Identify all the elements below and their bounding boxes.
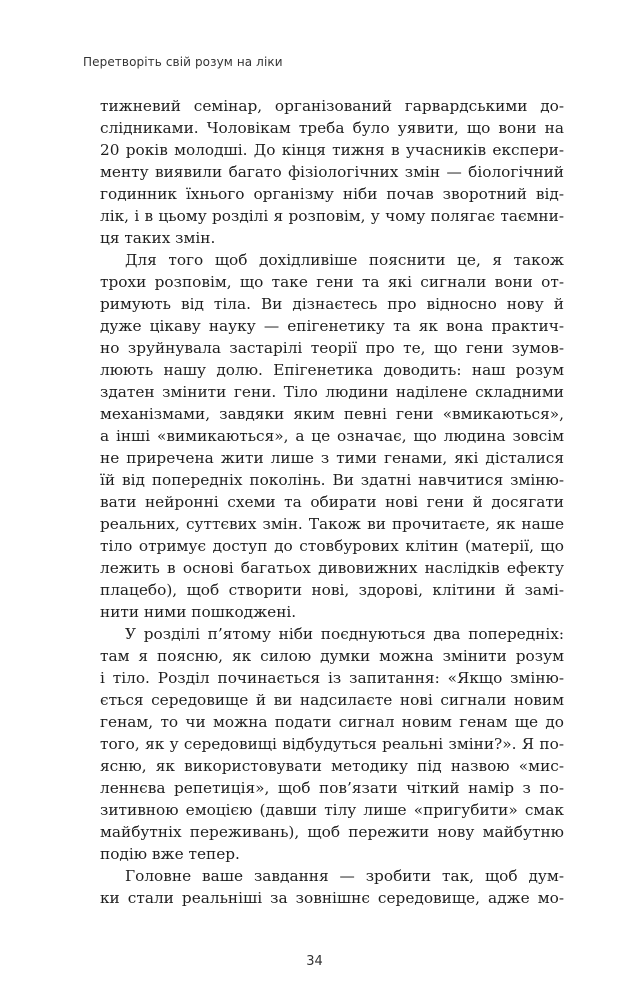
text-line: їй від попередніх поколінь. Ви здатні навчитися зміню- <box>100 471 564 489</box>
text-line: лік, і в цьому розділі я розповім, у чому полягає таємни- <box>100 207 564 225</box>
text-line: реальних, суттєвих змін. Також ви прочитаєте, як наше <box>100 515 564 533</box>
running-header-title: Перетворіть свій розум на ліки <box>83 55 283 69</box>
text-line: там я поясню, як силою думки можна змінити розум <box>100 647 564 665</box>
text-line: подію вже тепер. <box>100 845 240 863</box>
body-text <box>100 95 564 909</box>
text-line: годинник їхнього організму ніби почав зворотний від- <box>100 185 564 203</box>
text-line: зитивною емоцією (давши тілу лише «пригубити» смак <box>100 801 564 819</box>
text-line: майбутніх переживань), щоб пережити нову майбутню <box>100 823 564 841</box>
text-line: ця таких змін. <box>100 229 216 247</box>
text-line: вати нейронні схеми та обирати нові гени й досягати <box>100 493 564 511</box>
text-line: Для того щоб дохідливіше пояснити це, я також <box>125 251 564 269</box>
text-line: ється середовище й ви надсилаєте нові сигнали новим <box>100 691 564 709</box>
text-line: ки стали реальніші за зовнішнє середовище, адже мо- <box>100 889 564 907</box>
text-line: і тіло. Розділ починається із запитання: «Якщо зміню- <box>100 669 564 687</box>
text-line: Головне ваше завдання — зробити так, щоб дум- <box>125 867 564 885</box>
text-line: менту виявили багато фізіологічних змін — біологічний <box>100 163 564 181</box>
text-line: 20 років молодші. До кінця тижня в учасників експери- <box>100 141 564 159</box>
text-line: тіло отримує доступ до стовбурових клітин (матерії, що <box>100 537 564 555</box>
text-line: У розділі п’ятому ніби поєднуються два попередніх: <box>125 625 564 643</box>
text-line: плацебо), щоб створити нові, здорові, клітини й замі- <box>100 581 564 599</box>
text-line: здатен змінити гени. Тіло людини наділене складними <box>100 383 564 401</box>
text-line: генам, то чи можна подати сигнал новим генам ще до <box>100 713 564 731</box>
text-line: леннєва репетиція», щоб пов’язати чіткий намір з по- <box>100 779 564 797</box>
text-line: лежить в основі багатьох дивовижних наслідків ефекту <box>100 559 564 577</box>
text-line: а інші «вимикаються», а це означає, що людина зовсім <box>100 427 564 445</box>
text-line: механізмами, завдяки яким певні гени «вмикаються», <box>100 405 564 423</box>
text-line: нити ними пошкоджені. <box>100 603 297 621</box>
text-line: того, як у середовищі відбудуться реальні зміни?». Я по- <box>100 735 564 753</box>
page-number: 34 <box>306 954 323 969</box>
text-line: трохи розповім, що таке гени та які сигнали вони от- <box>100 273 564 291</box>
text-line: ясню, як використовувати методику під назвою «мис- <box>100 757 564 775</box>
text-line: слідниками. Чоловікам треба було уявити, що вони на <box>100 119 564 137</box>
text-line: дуже цікаву науку — епігенетику та як вона практич- <box>100 317 564 335</box>
text-line: не приречена жити лише з тими генами, які дісталися <box>100 449 564 467</box>
text-line: тижневий семінар, організований гарвардськими до- <box>100 97 564 115</box>
text-line: люють нашу долю. Епігенетика доводить: наш розум <box>100 361 564 379</box>
text-line: но зруйнувала застарілі теорії про те, що гени зумов- <box>100 339 564 357</box>
text-line: римують від тіла. Ви дізнаєтесь про відносно нову й <box>100 295 564 313</box>
